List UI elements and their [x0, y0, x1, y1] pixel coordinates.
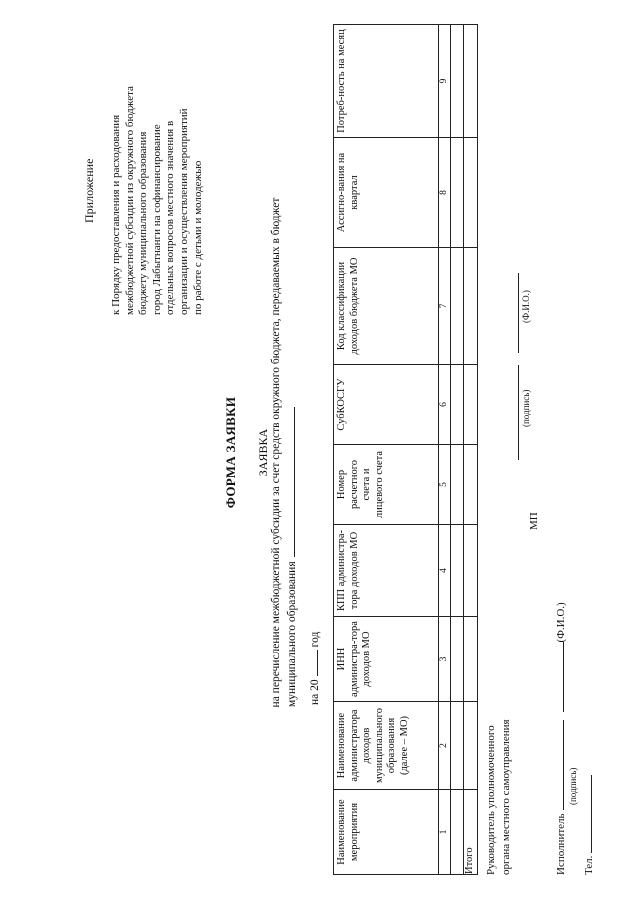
column-number: 4	[439, 525, 451, 617]
empty-cell	[451, 525, 464, 617]
appendix-title: Приложение	[82, 158, 96, 223]
seal-place-label: МП	[528, 512, 540, 530]
head-fio-blank	[508, 273, 519, 353]
column-number: 9	[439, 25, 451, 138]
empty-cell	[464, 138, 478, 248]
appendix-line: отдельных вопросов местного значения в	[164, 120, 177, 315]
head-label-line: Руководитель уполномоченного	[485, 725, 497, 875]
head-signature-blank	[508, 365, 519, 460]
executor-signature-blank	[553, 720, 564, 810]
empty-cell	[464, 617, 478, 702]
head-signature-lines	[508, 273, 522, 460]
empty-cell	[464, 445, 478, 525]
appendix-line: к Порядку предоставления и расходования	[110, 114, 122, 315]
tel-blank	[581, 775, 592, 853]
executor-label: Исполнитель	[555, 813, 567, 875]
appendix-line: город Лабытнанги на софинансирование	[150, 124, 163, 315]
table-empty-row	[451, 25, 464, 875]
year-suffix: год	[309, 631, 321, 648]
header-cell: КПП администра-тора доходов МО	[334, 525, 439, 617]
head-signature-caption: (подпись)	[521, 389, 531, 427]
year-line	[307, 632, 321, 705]
header-cell: Код классификации доходов бюджета МО	[334, 248, 439, 365]
head-label-line: органа местного самоуправления	[500, 719, 512, 875]
header-cell: СубКОСГУ	[334, 365, 439, 445]
column-number: 8	[439, 138, 451, 248]
appendix-block	[82, 15, 205, 315]
appendix-line: по работе с детьми и молодежью	[191, 160, 204, 315]
application-purpose-cont	[284, 403, 298, 707]
empty-cell	[451, 248, 464, 365]
executor-line	[553, 602, 567, 875]
empty-cell	[451, 790, 464, 875]
empty-cell	[464, 525, 478, 617]
executor-fio-blank	[553, 642, 564, 712]
column-number: 3	[439, 617, 451, 702]
appendix-line: бюджету муниципального образования	[137, 131, 150, 315]
header-cell: Потреб-ность на месяц	[334, 25, 439, 138]
empty-cell	[451, 365, 464, 445]
appendix-line: межбюджетной субсидии из окружного бюджета	[123, 86, 136, 315]
empty-cell	[451, 445, 464, 525]
head-label	[484, 719, 514, 875]
municipality-label: муниципального образования	[286, 561, 298, 707]
column-number: 1	[439, 790, 451, 875]
empty-cell	[451, 617, 464, 702]
tel-line	[581, 775, 595, 875]
header-cell: Наименование мероприятия	[334, 790, 439, 875]
header-cell: Наименование администратора доходов муниципального образования (далее – МО)	[334, 702, 439, 790]
municipality-blank	[284, 407, 295, 557]
total-label: Итого	[464, 790, 478, 875]
executor-signature-caption: (подпись)	[568, 767, 578, 805]
header-cell: ИНН администра-тора доходов МО	[334, 617, 439, 702]
year-blank	[307, 650, 318, 676]
column-number: 6	[439, 365, 451, 445]
empty-cell	[451, 25, 464, 138]
empty-cell	[464, 248, 478, 365]
empty-cell	[464, 25, 478, 138]
empty-cell	[464, 365, 478, 445]
column-number: 7	[439, 248, 451, 365]
header-cell: Номер расчетного счета и лицевого счета	[334, 445, 439, 525]
header-cell: Ассигно-вания на квартал	[334, 138, 439, 248]
application-table	[333, 24, 478, 875]
table-number-row	[439, 25, 451, 875]
empty-cell	[451, 138, 464, 248]
application-purpose: на перечисление межбюджетной субсидии за счет средств окружного бюджета, передаваемых в бюджет	[270, 197, 282, 708]
column-number: 5	[439, 445, 451, 525]
empty-cell	[464, 702, 478, 790]
form-title: ФОРМА ЗАЯВКИ	[223, 396, 238, 509]
table-total-row	[464, 25, 478, 875]
year-prefix: на 20	[309, 679, 321, 705]
empty-cell	[451, 702, 464, 790]
head-fio-caption: (Ф.И.О.)	[521, 290, 531, 323]
executor-fio-caption: (Ф.И.О.)	[555, 602, 567, 643]
appendix-line: организации и осуществления мероприятий	[177, 108, 190, 315]
application-title: ЗАЯВКА	[256, 428, 270, 477]
tel-label: Тел.	[583, 855, 595, 875]
column-number: 2	[439, 702, 451, 790]
table-header-row	[334, 25, 439, 875]
